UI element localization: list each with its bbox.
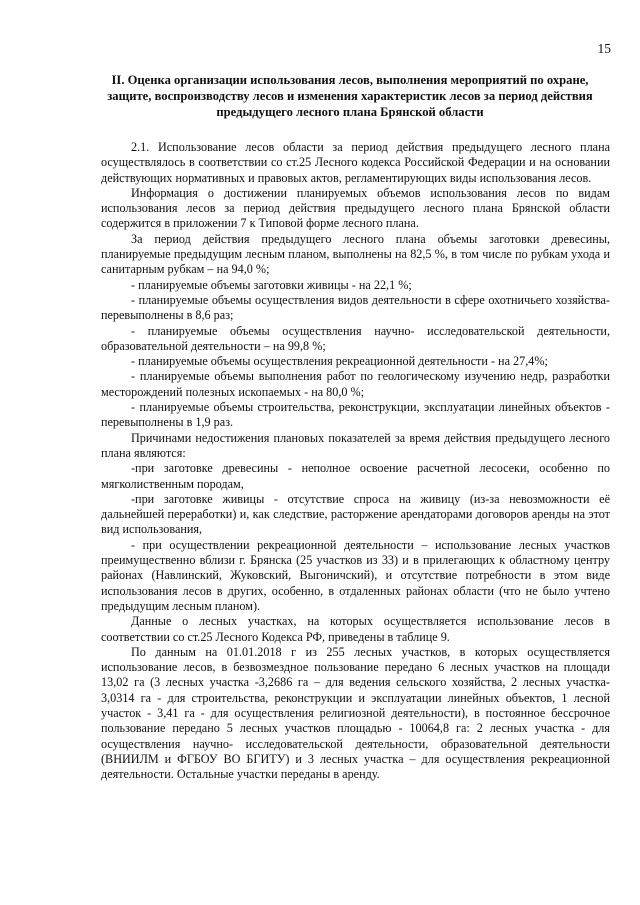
list-item: - планируемые объемы осуществления научно- исследовательской деятельности, образовательной деятельности – на 99,8 %; [101,323,610,353]
list-item: - планируемые объемы осуществления видов деятельности в сфере охотничьего хозяйства-перевыполнены в 8,6 раз; [101,292,610,323]
body-text [101,140,610,782]
list-item: - планируемые объемы осуществления рекреационной деятельности - на 27,4%; [131,354,548,369]
paragraph: Причинами недостижения плановых показателей за время действия предыдущего лесного плана являются: [101,430,610,460]
list-item: - при осуществлении рекреационной деятельности – использование лесных участков преимущественно вблизи г. Брянска (25 участков из 33) и в прилегающих к областному центру районах (Навлинский, Жуковский, Выгоничский), и отсутствие потребности в этом виде использования лесов в других, особенно, в отдаленных районах области (что не было учтено предыдущим лесным планом). [101,537,610,613]
page-number: 15 [597,41,611,56]
paragraph: По данным на 01.01.2018 г из 255 лесных участков, в которых осуществляется использование лесов, в безвозмездное пользование передано 6 лесных участков на площади 13,02 га (3 лесных участка -3,2686 га – для ведения сельского хозяйства, 2 лесных участка- 3,0314 га - для строительства, реконструкции и эксплуатации линейных объектов, 1 лесной участок - 3,41 га - для осуществления религиозной деятельности), в постоянное бессрочное пользование передано 5 лесных участков площадью - 10064,8 га: 2 лесных участка - для осуществления научно- исследовательской деятельности, образовательной деятельности (ВНИИЛМ и ФГБОУ ВО БГИТУ) и 3 лесных участка – для осуществления рекреационной деятельности. Остальные участки переданы в аренду. [101,644,610,782]
list-item: - планируемые объемы строительства, реконструкции, эксплуатации линейных объектов - перевыполнены в 1,9 раз. [101,400,610,430]
paragraph: Данные о лесных участках, на которых осуществляется использование лесов в соответствии со ст.25 Лесного Кодекса РФ, приведены в таблице 9. [101,614,610,644]
list-item: -при заготовке древесины - неполное освоение расчетной лесосеки, особенно по мягколиственным породам, [101,461,610,491]
list-item: - планируемые объемы заготовки живицы - на 22,1 %; [131,277,412,292]
list-item: -при заготовке живицы - отсутствие спроса на живицу (из-за невозможности её дальнейшей переработки) и, как следствие, расторжение арендаторами договоров аренды на этот вид использования, [101,491,610,537]
paragraph: За период действия предыдущего лесного плана объемы заготовки древесины, планируемые предыдущим лесным планом, выполнены на 82,5 %, в том числе по рубкам ухода и санитарным рубкам – на 94,0 %; [101,231,610,277]
list-item: - планируемые объемы выполнения работ по геологическому изучению недр, разработки месторождений полезных ископаемых - на 80,0 %; [101,369,610,399]
section-title: II. Оценка организации использования лесов, выполнения мероприятий по охране, защите, воспроизводству лесов и изменения характеристик лесов за период действия предыдущего лесного плана Брянской области [107,73,593,119]
paragraph: Информация о достижении планируемых объемов использования лесов по видам использования лесов за период действия предыдущего лесного плана Брянской области содержится в приложении 7 к Типовой форме лесного плана. [101,185,610,231]
paragraph: 2.1. Использование лесов области за период действия предыдущего лесного плана осуществлялось в соответствии со ст.25 Лесного кодекса Российской Федерации и на основании действующих нормативных и правовых актов, регламентирующих виды использования лесов. [101,140,610,185]
